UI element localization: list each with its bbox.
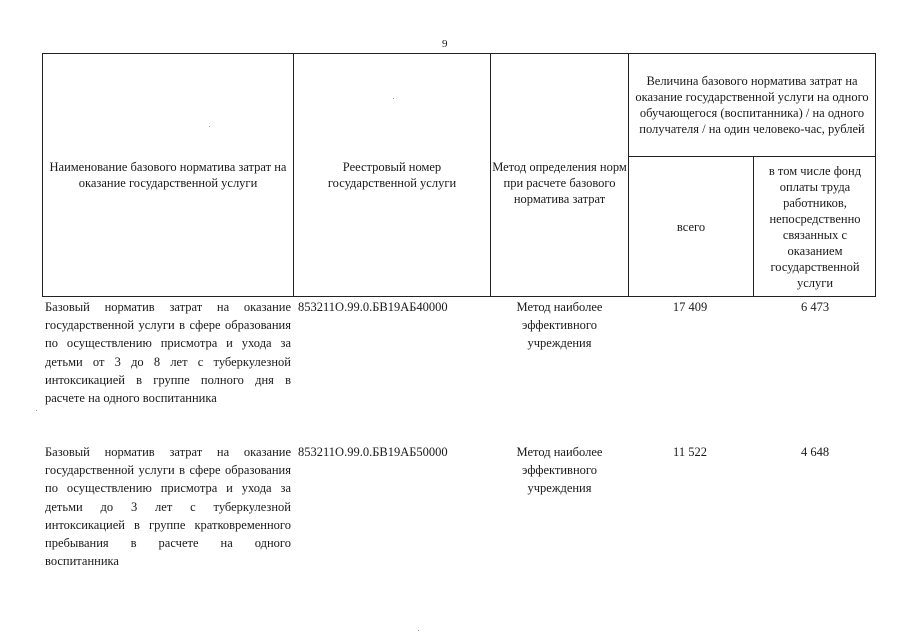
- column-divider: [628, 53, 629, 297]
- row-1-method: Метод наиболее эффективного учреждения: [516, 300, 603, 351]
- table-header: [42, 53, 876, 297]
- page-number: 9: [442, 38, 448, 50]
- table-border-bottom: [42, 296, 876, 297]
- header-payroll-cell: [755, 157, 875, 296]
- row-1-registry: 853211О.99.0.БВ19АБ40000: [298, 300, 448, 314]
- column-divider: [753, 157, 754, 297]
- header-name: Наименование базового норматива затрат на оказание государственной услуги: [49, 159, 287, 190]
- table-border-left: [42, 53, 43, 297]
- column-divider: [490, 53, 491, 297]
- scan-speck: [209, 126, 210, 127]
- row-1-name: Базовый норматив затрат на оказание государственной услуги в сфере образования по осуществлению присмотра и ухода за детьми от 3 до 8 лет с туберкулезной интоксикацией в группе полного дня в расчете на одного воспитанника: [45, 300, 291, 406]
- header-payroll: в том числе фонд оплаты труда работников, непосредственно связанных с оказанием государственной услуги: [768, 163, 862, 290]
- row-2-payroll: 4 648: [800, 445, 830, 459]
- header-total: всего: [676, 219, 706, 234]
- column-divider: [293, 53, 294, 297]
- row-2-registry: 853211О.99.0.БВ19АБ50000: [298, 445, 448, 459]
- header-registry: Реестровый номер государственной услуги: [327, 159, 457, 190]
- header-value-group: Величина базового норматива затрат на оказание государственной услуги на одного обучающегося (воспитанника) / на одного получателя / на один человеко-час, рублей: [635, 73, 869, 136]
- row-1-payroll: 6 473: [800, 300, 830, 314]
- header-registry-cell: [304, 53, 480, 296]
- header-method-cell: [492, 53, 627, 313]
- row-2-method: Метод наиболее эффективного учреждения: [516, 445, 603, 496]
- row-1-total: 17 409: [672, 300, 708, 314]
- scan-speck: [36, 410, 37, 411]
- scan-speck: [393, 98, 394, 99]
- header-total-cell: [630, 157, 752, 296]
- header-method: Метод определения норм при расчете базового норматива затрат: [492, 160, 627, 206]
- row-2-total: 11 522: [673, 445, 707, 459]
- table-border-right: [875, 53, 876, 297]
- header-name-cell: [48, 53, 288, 296]
- row-2-name: Базовый норматив затрат на оказание государственной услуги в сфере образования по осуществлению присмотра и ухода за детьми до 3 лет с туберкулезной интоксикацией в группе кратковременного пребывания в расчете на одного воспитанника: [45, 445, 291, 569]
- scan-speck: [418, 630, 419, 631]
- header-value-group-cell: [632, 53, 872, 156]
